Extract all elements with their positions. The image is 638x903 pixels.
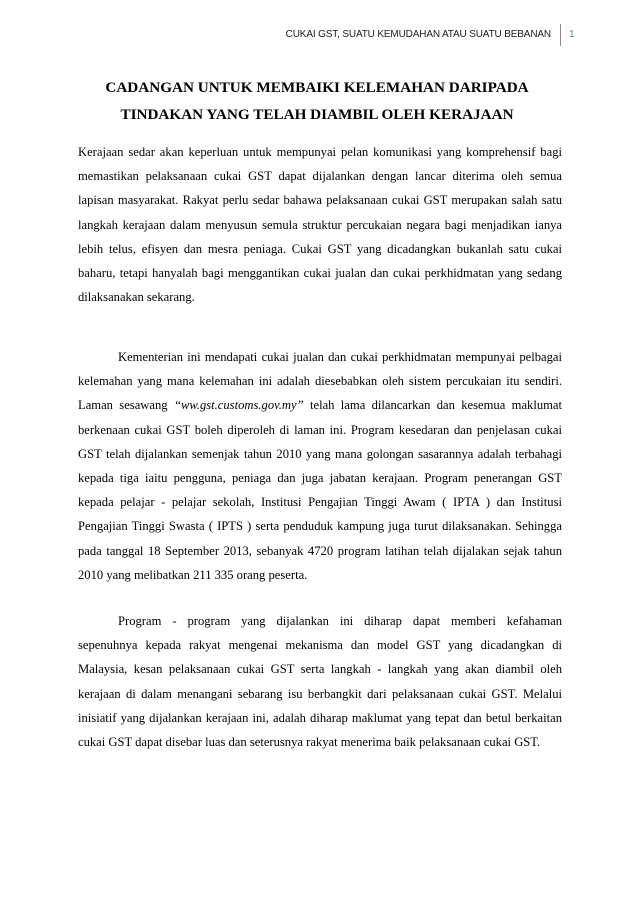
paragraph-line: sepenuhnya kepada rakyat mengenai mekanisma dan model GST yang dicadangkan di: [78, 638, 562, 653]
paragraph-3: [78, 609, 562, 754]
paragraph-line: kelemahan yang mana kelemahan ini adalah diesebabkan oleh sistem percukaian itu sendiri.: [78, 374, 562, 389]
url-intro-text: Laman sesawang: [78, 398, 168, 413]
paragraph-line: dilaksanakan sekarang.: [78, 290, 195, 305]
paragraph-line: Pengajian Tinggi Swasta ( IPTS ) serta penduduk kampung juga turut dilaksanakan. Sehingga: [78, 519, 562, 534]
paragraph-2: [78, 345, 562, 587]
paragraph-line: GST telah dijalankan semenjak tahun 2010 yang mana golongan sasarannya adalah terbahagi: [78, 446, 562, 461]
paragraph-line: Program - program yang dijalankan ini diharap dapat memberi kefahaman: [118, 614, 562, 628]
document-title: [72, 74, 562, 128]
paragraph-line: langkah kerajaan dalam menyusun semula struktur percukaian negara bagi menjadikan ianya: [78, 217, 562, 232]
paragraph-line: cukai GST dapat disebar luas dan seterusnya rakyat menerima baik pelaksanaan cukai GST.: [78, 734, 541, 749]
paragraph-line-with-url: [78, 393, 562, 417]
paragraph-line: berkenaan cukai GST boleh diperoleh di laman ini. Program kesedaran dan penjelasan cukai: [78, 422, 562, 437]
paragraph-line: kepada pelajar - pelajar sekolah, Institusi Pengajian Tinggi Awam ( IPTA ) dan Institusi: [78, 495, 562, 510]
website-url: “ww.gst.customs.gov.my”: [173, 398, 304, 413]
title-line-2: TINDAKAN YANG TELAH DIAMBIL OLEH KERAJAAN: [120, 106, 514, 123]
paragraph-1: [78, 140, 562, 309]
paragraph-line: Kerajaan sedar akan keperluan untuk mempunyai pelan komunikasi yang komprehensif bagi: [78, 145, 562, 159]
paragraph-line: kerajaan di dalam menangani sebarang isu berbangkit dari pelaksanaan cukai GST. Melalui: [78, 686, 562, 701]
paragraph-line: lebih telus, efisyen dan mesra peniaga. Cukai GST yang dicadangkan bukanlah satu cukai: [78, 241, 562, 256]
header-divider: [560, 24, 561, 46]
paragraph-line: inisiatif yang dijalankan kerajaan ini, adalah diharap maklumat yang tepat dan betul berkaitan: [78, 710, 562, 725]
paragraph-line: baharu, tetapi hanyalah bagi menggantikan cukai jualan dan cukai perkhidmatan yang sedang: [78, 265, 562, 280]
title-line-1: CADANGAN UNTUK MEMBAIKI KELEMAHAN DARIPADA: [105, 79, 529, 96]
paragraph-line: lapisan masyarakat. Rakyat perlu sedar bahawa pelaksanaan cukai GST merupakan salah satu: [78, 193, 562, 208]
url-trailing-text: telah lama dilancarkan dan kesemua maklumat: [309, 398, 563, 413]
running-header: CUKAI GST, SUATU KEMUDAHAN ATAU SUATU BEBANAN: [285, 29, 551, 40]
paragraph-line: kepada tiga iaitu pengguna, peniaga dan juga jabatan kerajaan. Program penerangan GST: [78, 470, 562, 485]
paragraph-line: 2010 yang melibatkan 211 335 orang peserta.: [78, 567, 308, 582]
paragraph-line: Kementerian ini mendapati cukai jualan dan cukai perkhidmatan mempunyai pelbagai: [118, 350, 562, 364]
page-number: 1: [569, 29, 575, 40]
paragraph-line: memastikan pelaksanaan cukai GST dapat dijalankan dengan lancar diterima oleh semua: [78, 169, 562, 184]
paragraph-line: pada tanggal 18 September 2013, sebanyak 4720 program latihan telah dijalakan sejak tahun: [78, 543, 562, 558]
paragraph-line: Malaysia, kesan pelaksanaan cukai GST serta langkah - langkah yang akan diambil oleh: [78, 662, 562, 677]
